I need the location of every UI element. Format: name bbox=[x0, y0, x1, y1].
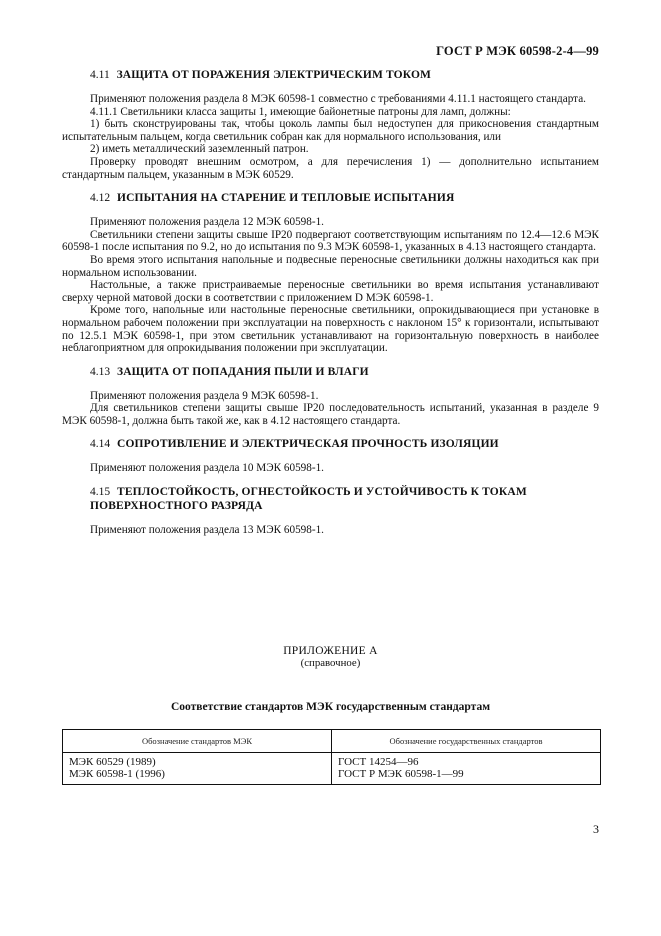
column-header-iec: Обозначение стандартов МЭК bbox=[63, 730, 331, 753]
gost-standards-cell bbox=[331, 753, 600, 784]
iec-standards-cell bbox=[63, 753, 331, 784]
section-title: 4.11 ЗАЩИТА ОТ ПОРАЖЕНИЯ ЭЛЕКТРИЧЕСКИМ ТОКОМ bbox=[90, 69, 432, 81]
paragraph: Для светильников степени защиты свыше IP20 последовательность испытаний, указанная в разделе 9 МЭК 60598-1, должна быть такой же, как в 4.12 настоящего стандарта. bbox=[62, 402, 599, 427]
standard-header: ГОСТ Р МЭК 60598-2-4—99 bbox=[436, 44, 599, 58]
section-title: 4.12 ИСПЫТАНИЯ НА СТАРЕНИЕ И ТЕПЛОВЫЕ ИСПЫТАНИЯ bbox=[90, 192, 455, 205]
paragraph: Применяют положения раздела 10 МЭК 60598-1. bbox=[90, 462, 324, 475]
table-cell: ГОСТ 14254—96 bbox=[338, 756, 419, 768]
section-title: 4.13 ЗАЩИТА ОТ ПОПАДАНИЯ ПЫЛИ И ВЛАГИ bbox=[90, 365, 369, 378]
correspondence-table bbox=[62, 729, 601, 785]
table-cell: ГОСТ Р МЭК 60598-1—99 bbox=[338, 768, 464, 780]
paragraph: 2) иметь металлический заземленный патрон. bbox=[90, 143, 309, 156]
table-cell: МЭК 60598-1 (1996) bbox=[69, 768, 165, 780]
paragraph: Проверку проводят внешним осмотром, а для перечисления 1) — дополнительно испытанием стандартным пальцем, указанным в МЭК 60529. bbox=[62, 155, 599, 181]
paragraph: Кроме того, напольные или настольные переносные светильники, опрокидывающиеся при установке в нормальном рабочем положении при эксплуатации на поверхность с наклоном 15° к горизонтали, испытывают по 12.5.1 МЭК 60598-1, при этом светильник устанавливают на горизонтальную поверхность в наиболее неблагоприятном для опрокидывания положении при эксплуатации. bbox=[62, 304, 599, 355]
paragraph: Во время этого испытания напольные и подвесные переносные светильники должны находиться как при нормальном использовании. bbox=[62, 253, 599, 279]
table-cell: МЭК 60529 (1989) bbox=[69, 756, 156, 768]
section-title: 4.14 СОПРОТИВЛЕНИЕ И ЭЛЕКТРИЧЕСКАЯ ПРОЧНОСТЬ ИЗОЛЯЦИИ bbox=[90, 438, 499, 451]
column-header-gost: Обозначение государственных стандартов bbox=[331, 730, 600, 753]
paragraph: Светильники степени защиты свыше IP20 подвергают соответствующим испытаниям по 12.4—12.6 МЭК 60598-1 после испытания по 9.2, но до испытания по 9.3 МЭК 60598-1, указанных в 4.13 настоящего стандарта. bbox=[62, 228, 599, 254]
section-4-12 bbox=[62, 191, 599, 355]
paragraph: Применяют положения раздела 9 МЭК 60598-1. bbox=[90, 389, 319, 402]
paragraph: 1) быть сконструированы так, чтобы цоколь лампы был недоступен для прикосновения стандартным испытательным пальцем, когда светильник собран как для нормального использования, или bbox=[62, 118, 599, 143]
section-4-13 bbox=[62, 365, 599, 428]
table-header-row bbox=[63, 730, 600, 753]
main-content bbox=[62, 68, 599, 537]
section-4-15 bbox=[62, 485, 599, 537]
paragraph: Применяют положения раздела 8 МЭК 60598-1 совместно с требованиями 4.11.1 настоящего стандарта. bbox=[90, 93, 586, 105]
table-body-row bbox=[63, 753, 600, 784]
paragraph: Настольные, а также пристраиваемые переносные светильники во время испытания устанавливают сверху черной матовой доски в соответствии с приложением D МЭК 60598-1. bbox=[62, 279, 599, 304]
section-4-14 bbox=[62, 437, 599, 475]
appendix-subtitle: (справочное) bbox=[300, 657, 361, 669]
section-title: 4.15 ТЕПЛОСТОЙКОСТЬ, ОГНЕСТОЙКОСТЬ И УСТОЙЧИВОСТЬ К ТОКАМ ПОВЕРХНОСТНОГО РАЗРЯДА bbox=[90, 486, 527, 513]
page-number: 3 bbox=[593, 822, 599, 836]
appendix-title: ПРИЛОЖЕНИЕ А bbox=[283, 645, 378, 657]
table-title: Соответствие стандартов МЭК государственным стандартам bbox=[170, 701, 491, 713]
paragraph: Применяют положения раздела 12 МЭК 60598-1. bbox=[90, 216, 324, 229]
paragraph: Применяют положения раздела 13 МЭК 60598-1. bbox=[90, 524, 324, 537]
section-4-11 bbox=[62, 68, 599, 181]
paragraph: 4.11.1 Светильники класса защиты 1, имеющие байонетные патроны для ламп, должны: bbox=[90, 105, 511, 118]
